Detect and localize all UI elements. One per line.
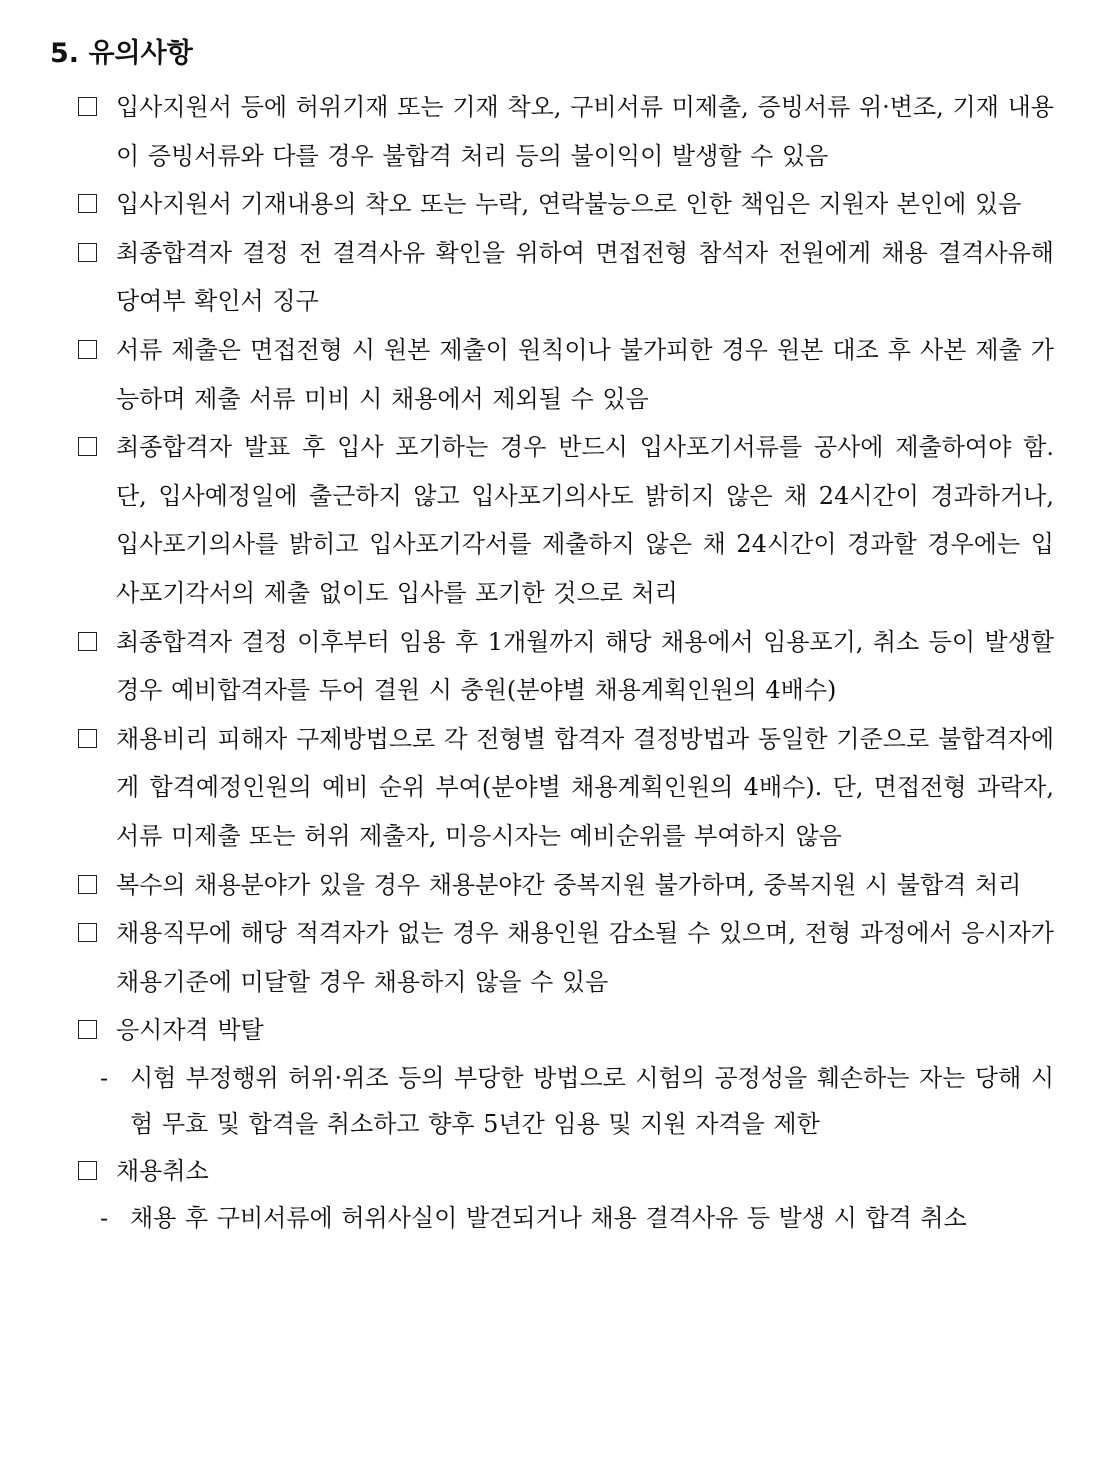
notice-item-applicant-responsibility xyxy=(78,180,1054,229)
dash-bullet: - xyxy=(100,1063,109,1092)
notice-item-text: 채용직무에 해당 적격자가 없는 경우 채용인원 감소될 수 있으며, 전형 과정에서 응시자가 채용기준에 미달할 경우 채용하지 않을 수 있음 xyxy=(116,919,1054,996)
notice-subitem-false-facts xyxy=(78,1195,1054,1241)
checkbox-square-icon xyxy=(78,243,97,262)
notice-item-text: 입사지원서 등에 허위기재 또는 기재 착오, 구비서류 미제출, 증빙서류 위·변조, 기재 내용이 증빙서류와 다를 경우 불합격 처리 등의 불이익이 발생할 수 있음 xyxy=(116,93,1054,170)
notice-item-hiring-reduction xyxy=(78,909,1054,1006)
notice-item-document-submission xyxy=(78,326,1054,423)
notice-item-text: 서류 제출은 면접전형 시 원본 제출이 원칙이나 불가피한 경우 원본 대조 후 사본 제출 가능하며 제출 서류 미비 시 채용에서 제외될 수 있음 xyxy=(116,335,1054,413)
notice-item-false-entry xyxy=(78,83,1054,180)
checkbox-square-icon xyxy=(78,729,97,748)
notice-item-text: 채용비리 피해자 구제방법으로 각 전형별 합격자 결정방법과 동일한 기준으로 불합격자에게 합격예정인원의 예비 순위 부여(분야별 채용계획인원의 4배수). 단, 면접전형 과락자, 서류 미제출 또는 허위 제출자, 미응시자는 예비순위를 부여하지 않음 xyxy=(116,724,1054,850)
notice-item-text: 응시자격 박탈 xyxy=(116,1016,264,1045)
notice-item-text: 최종합격자 결정 전 결격사유 확인을 위하여 면접전형 참석자 전원에게 채용 결격사유해당여부 확인서 징구 xyxy=(116,238,1054,316)
notice-item-hiring-cancellation xyxy=(78,1147,1054,1196)
checkbox-square-icon xyxy=(78,437,97,456)
notice-subitem-cheating xyxy=(78,1055,1054,1147)
notice-list xyxy=(78,83,1054,1241)
checkbox-square-icon xyxy=(78,194,97,213)
section-title: 5. 유의사항 xyxy=(50,38,193,69)
checkbox-square-icon xyxy=(78,340,97,359)
notice-item-text: 채용취소 xyxy=(116,1156,209,1185)
notice-item-text: 최종합격자 발표 후 입사 포기하는 경우 반드시 입사포기서류를 공사에 제출하여야 함. 단, 입사예정일에 출근하지 않고 입사포기의사도 밝히지 않은 채 24시간이 경과하거나, 입사포기의사를 밝히고 입사포기각서를 제출하지 않은 채 24시간이 경과할 경우에는 입사포기각서의 제출 없이도 입사를 포기한 것으로 처리 xyxy=(116,433,1054,607)
notice-subitem-text: 채용 후 구비서류에 허위사실이 발견되거나 채용 결격사유 등 발생 시 합격 취소 xyxy=(130,1204,967,1233)
notice-item-offer-withdrawal xyxy=(78,423,1054,617)
notice-item-disqualification-check xyxy=(78,229,1054,326)
notice-item-text: 복수의 채용분야가 있을 경우 채용분야간 중복지원 불가하며, 중복지원 시 불합격 처리 xyxy=(116,870,1022,899)
checkbox-square-icon xyxy=(78,923,97,942)
dash-bullet: - xyxy=(100,1204,109,1233)
notice-item-text: 최종합격자 결정 이후부터 임용 후 1개월까지 해당 채용에서 임용포기, 취소 등이 발생할 경우 예비합격자를 두어 결원 시 충원(분야별 채용계획인원의 4배수) xyxy=(116,627,1054,705)
notice-item-eligibility-revocation xyxy=(78,1006,1054,1055)
notice-item-reserve-candidates xyxy=(78,618,1054,715)
checkbox-square-icon xyxy=(78,1020,97,1039)
checkbox-square-icon xyxy=(78,875,97,894)
notice-item-duplicate-application xyxy=(78,861,1054,910)
notice-subitem-text: 시험 부정행위 허위·위조 등의 부당한 방법으로 시험의 공정성을 훼손하는 자는 당해 시험 무효 및 합격을 취소하고 향후 5년간 임용 및 지원 자격을 제한 xyxy=(130,1063,1055,1138)
checkbox-square-icon xyxy=(78,632,97,651)
notice-item-victim-relief xyxy=(78,715,1054,861)
checkbox-square-icon xyxy=(78,1161,97,1180)
checkbox-square-icon xyxy=(78,97,97,116)
notice-item-text: 입사지원서 기재내용의 착오 또는 누락, 연락불능으로 인한 책임은 지원자 본인에 있음 xyxy=(116,190,1022,219)
